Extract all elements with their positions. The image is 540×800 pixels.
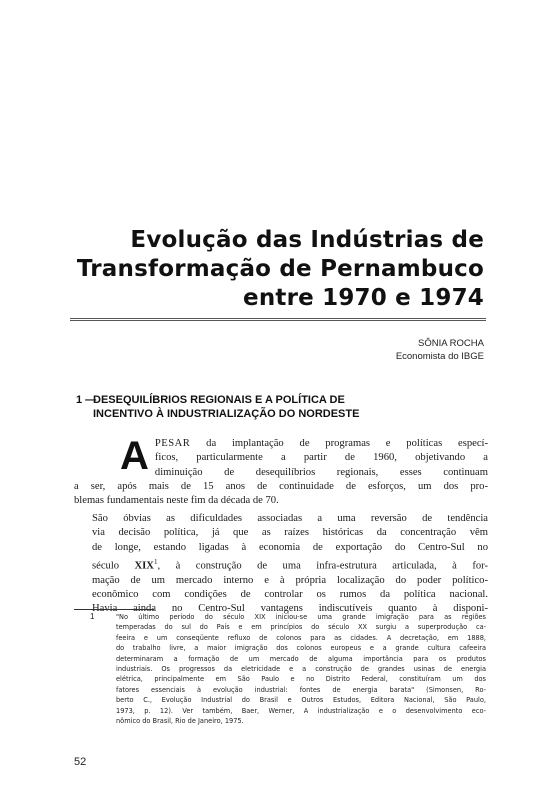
line-4-start: século <box>92 560 135 572</box>
footnote-separator <box>74 609 154 610</box>
footnote <box>116 612 486 726</box>
title-rule-bottom <box>70 320 486 321</box>
paragraph-2-line: mação de um mercado interno e à própria localização do poder político- <box>92 574 488 586</box>
title-rule-top <box>70 318 486 319</box>
section-title <box>93 393 359 421</box>
line-4-end: , à construção de uma infra-estrutura articulada, à for- <box>157 560 488 572</box>
page-number: 52 <box>74 756 87 768</box>
footnote-line: temperadas do sul do País e em princípios do século XX surgiu a superprodução ca- <box>116 623 486 632</box>
paragraph-2 <box>74 512 488 617</box>
footnote-line: elétrica, principalmente em São Paulo e no Distrito Federal, constituíram um dos <box>116 675 486 684</box>
footnote-line: fatores essenciais à evolução industrial: fontes de energia barata" (Simonsen, Ro- <box>116 685 486 694</box>
paragraph-1-line: blemas fundamentais neste fim da década de 70. <box>74 495 279 507</box>
paragraph-2-line <box>74 555 488 574</box>
century-roman: XIX <box>134 560 154 572</box>
author-name: SÔNIA ROCHA <box>418 338 484 349</box>
section-number: 1 — <box>76 394 97 406</box>
footnote-line: determinaram a formação de um mercado de alguma importância para os produtos <box>116 654 486 663</box>
footnote-line: do trabalho livre, a maior imigração dos colonos europeus e a grande cultura cafeeira <box>116 644 486 653</box>
paragraph-1-line: diminuição de desequilíbrios regionais, esses continuam <box>154 466 488 478</box>
footnote-line: feeira e um conseqüente refluxo de colonos para as cidades. A decretação, em 1888, <box>116 633 486 642</box>
drop-cap: A <box>120 434 149 478</box>
footnote-line: industriais. Os progressos da eletricidade e a construção de grandes usinas de energia <box>116 665 486 674</box>
article-title <box>70 226 484 313</box>
footnote-number: 1 <box>90 612 95 621</box>
paragraph-2-line: São óbvias as dificuldades associadas a uma reversão de tendência <box>92 513 488 524</box>
title-line-2: Transformação de Pernambuco <box>76 256 484 282</box>
footnote-line: nômico do Brasil, Rio de Janeiro, 1975. <box>116 717 244 726</box>
author-role: Economista do IBGE <box>395 351 484 362</box>
paragraph-2-line: Havia ainda no Centro-Sul vantagens indiscutíveis quanto à disponi- <box>92 603 488 615</box>
title-line-1: Evolução das Indústrias de <box>130 227 484 253</box>
footnote-line: berto C., Evolução Industrial do Brasil e Outros Estudos, Editora Nacional, São Paulo, <box>116 696 486 705</box>
paragraph-2-line: econômico com condições de controlar os rumos da política nacional. <box>92 589 488 601</box>
section-title-line-2: INCENTIVO À INDUSTRIALIZAÇÃO DO NORDESTE <box>93 408 360 420</box>
paragraph-2-line: de longe, estando ligadas à economia de exportação do Centro-Sul no <box>92 541 488 553</box>
paragraph-1-line: ficos, particularmente a partir de 1960, objetivando a <box>154 452 488 464</box>
paragraph-1 <box>74 434 488 508</box>
section-title-line-1: DESEQUILÍBRIOS REGIONAIS E A POLÍTICA DE <box>93 394 345 406</box>
opening-smallcaps: PESAR <box>154 438 191 449</box>
title-line-3: entre 1970 e 1974 <box>243 285 484 311</box>
footnote-line: 1973, p. 12). Ver também, Baer, Werner, A industrialização e o desenvolvimento eco- <box>116 706 486 715</box>
paragraph-1-line-1-text: da implantação de programas e políticas especí- <box>190 438 488 449</box>
author-block <box>396 337 484 363</box>
paragraph-2-line: via decisão política, já que as raízes históricas da concentração vêm <box>92 527 488 539</box>
footnote-line: "No último período do século XIX iniciou-se uma grande imigração para as regiões <box>116 613 486 621</box>
paragraph-1-line: a ser, após mais de 15 anos de continuidade de esforços, um dos pro- <box>74 480 488 492</box>
footnote-reference[interactable]: 1 <box>153 557 158 566</box>
